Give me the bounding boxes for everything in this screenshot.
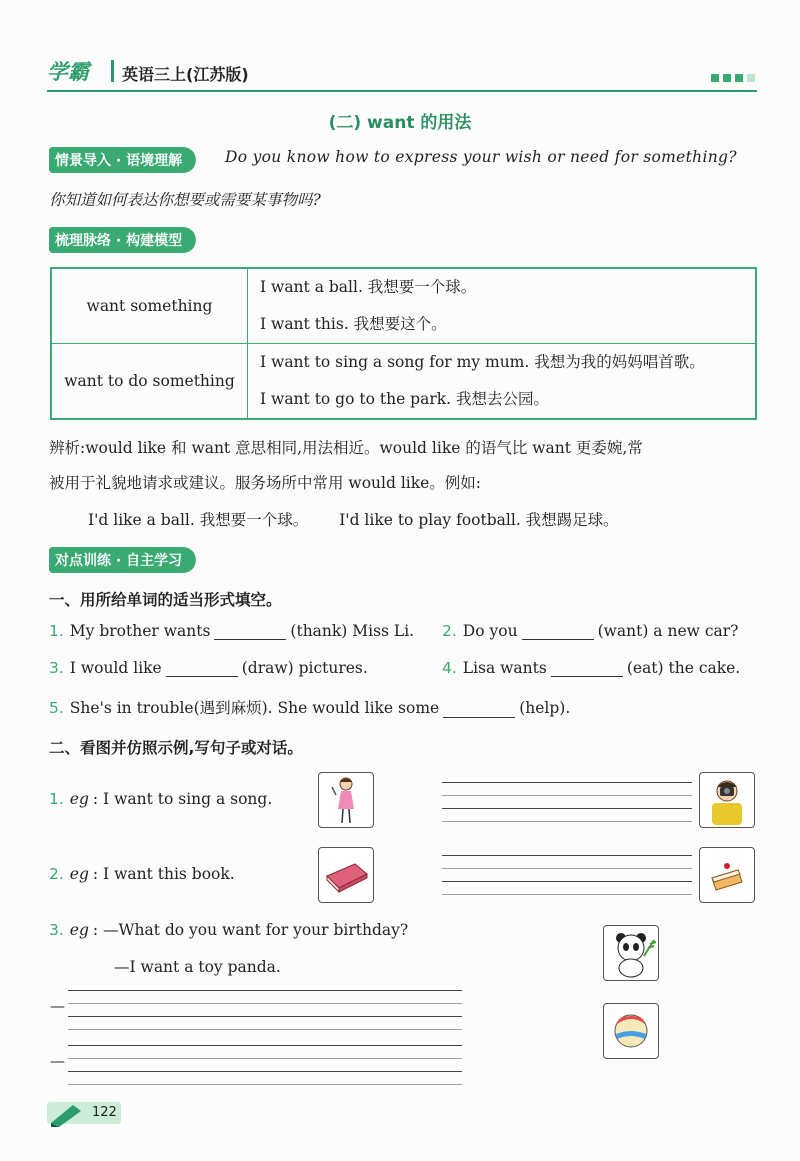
panda-picture	[603, 925, 659, 981]
answer-blank[interactable]	[166, 660, 238, 677]
exercise2-item-1	[49, 790, 272, 808]
item-number: 2.	[49, 865, 64, 883]
question-text: (thank) Miss Li.	[290, 622, 415, 640]
note-line: 辨析:would like 和 want 意思相同,用法相近。would like 的语气比 want 更委婉,常	[49, 439, 643, 457]
writing-line[interactable]	[442, 868, 692, 869]
scenario-tag: 情景导入 · 语境理解	[49, 147, 196, 173]
logo: 学霸	[47, 60, 89, 84]
header-dot	[723, 74, 731, 82]
exercise2-item-2	[49, 865, 235, 883]
item-number: 1.	[49, 790, 64, 808]
eg-label: eg	[69, 865, 89, 883]
usage-table	[50, 267, 757, 420]
writing-line[interactable]	[442, 881, 692, 882]
examples-cell	[248, 344, 757, 420]
pattern-cell: want to do something	[51, 344, 248, 420]
question-text: (help).	[519, 699, 571, 717]
note-examples	[88, 508, 619, 530]
example-line: I want to go to the park. 我想去公园。	[260, 390, 549, 408]
answer-blank[interactable]	[522, 623, 594, 640]
answer-blank[interactable]	[443, 701, 515, 718]
question-number: 1.	[49, 622, 64, 640]
question-number: 4.	[442, 659, 457, 677]
question-number: 3.	[49, 659, 64, 677]
question-text: Lisa wants	[462, 659, 547, 677]
example-line: I want to sing a song for my mum. 我想为我的妈妈唱首歌。	[260, 353, 705, 371]
question-text: She's in trouble(遇到麻烦). She would like some	[69, 699, 440, 717]
page-number: 122	[92, 1105, 117, 1120]
writing-line[interactable]	[68, 1071, 462, 1072]
girl-singing-icon	[319, 773, 373, 827]
question-text: My brother wants	[69, 622, 211, 640]
writing-line[interactable]	[68, 1045, 462, 1046]
question-number: 5.	[49, 699, 64, 717]
exercise2-item-3-answer: —I want a toy panda.	[114, 958, 281, 976]
camera-boy-icon	[700, 773, 754, 827]
dash-marker: —	[50, 997, 65, 1015]
writing-line[interactable]	[68, 1058, 462, 1059]
writing-line[interactable]	[68, 1003, 462, 1004]
girl-singing-picture	[318, 772, 374, 828]
question-text: Do you	[462, 622, 518, 640]
example-line: I want this. 我想要这个。	[260, 315, 447, 333]
practice-tag: 对点训练 · 自主学习	[49, 547, 196, 573]
book-picture	[318, 847, 374, 903]
question-4	[442, 659, 740, 677]
panda-icon	[604, 926, 658, 980]
dash-marker: —	[50, 1052, 65, 1070]
writing-line[interactable]	[68, 1029, 462, 1030]
header-dot	[735, 74, 743, 82]
ball-icon	[604, 1004, 658, 1058]
cake-icon	[700, 848, 754, 902]
writing-line[interactable]	[442, 808, 692, 809]
question-text: (eat) the cake.	[626, 659, 741, 677]
writing-line[interactable]	[442, 855, 692, 856]
writing-line[interactable]	[68, 990, 462, 991]
writing-line[interactable]	[442, 795, 692, 796]
pencil-icon	[49, 1101, 85, 1131]
logo-divider	[111, 60, 114, 82]
question-text: (want) a new car?	[597, 622, 739, 640]
examples-cell	[248, 268, 757, 344]
table-row	[51, 344, 756, 420]
eg-label: eg	[69, 790, 89, 808]
note-example: I'd like to play football. 我想踢足球。	[339, 511, 619, 529]
camera-boy-picture	[699, 772, 755, 828]
model-tag: 梳理脉络 · 构建模型	[49, 227, 196, 253]
item-number: 3.	[49, 921, 64, 939]
book-title: 英语三上(江苏版)	[122, 65, 249, 84]
pattern-cell: want something	[51, 268, 248, 344]
intro-english: Do you know how to express your wish or need for something?	[225, 148, 737, 166]
intro-chinese: 你知道如何表达你想要或需要某事物吗?	[49, 191, 321, 209]
note-line: 被用于礼貌地请求或建议。服务场所中常用 would like。例如:	[49, 474, 482, 492]
header-dot	[747, 74, 755, 82]
header-dot	[711, 74, 719, 82]
writing-line[interactable]	[442, 782, 692, 783]
answer-blank[interactable]	[214, 623, 286, 640]
writing-line[interactable]	[442, 894, 692, 895]
question-text: (draw) pictures.	[241, 659, 368, 677]
note-example: I'd like a ball. 我想要一个球。	[88, 511, 309, 529]
question-1	[49, 622, 414, 640]
question-2	[442, 622, 738, 640]
example-line: I want a ball. 我想要一个球。	[260, 278, 477, 296]
exercise2-heading: 二、看图并仿照示例,写句子或对话。	[49, 739, 303, 757]
table-row	[51, 268, 756, 344]
writing-line[interactable]	[68, 1084, 462, 1085]
writing-line[interactable]	[442, 821, 692, 822]
question-5	[49, 696, 570, 718]
eg-label: eg	[69, 921, 89, 939]
question-3	[49, 659, 368, 677]
question-number: 2.	[442, 622, 457, 640]
writing-line[interactable]	[68, 1016, 462, 1017]
answer-blank[interactable]	[551, 660, 623, 677]
header-rule	[47, 90, 757, 92]
item-text: : —What do you want for your birthday?	[92, 921, 409, 939]
book-icon	[319, 848, 373, 902]
section-title: (二) want 的用法	[328, 113, 472, 133]
exercise1-heading: 一、用所给单词的适当形式填空。	[49, 591, 282, 609]
question-text: I would like	[69, 659, 162, 677]
ball-picture	[603, 1003, 659, 1059]
item-text: : I want this book.	[92, 865, 235, 883]
item-text: : I want to sing a song.	[92, 790, 273, 808]
cake-picture	[699, 847, 755, 903]
exercise2-item-3	[49, 921, 408, 939]
